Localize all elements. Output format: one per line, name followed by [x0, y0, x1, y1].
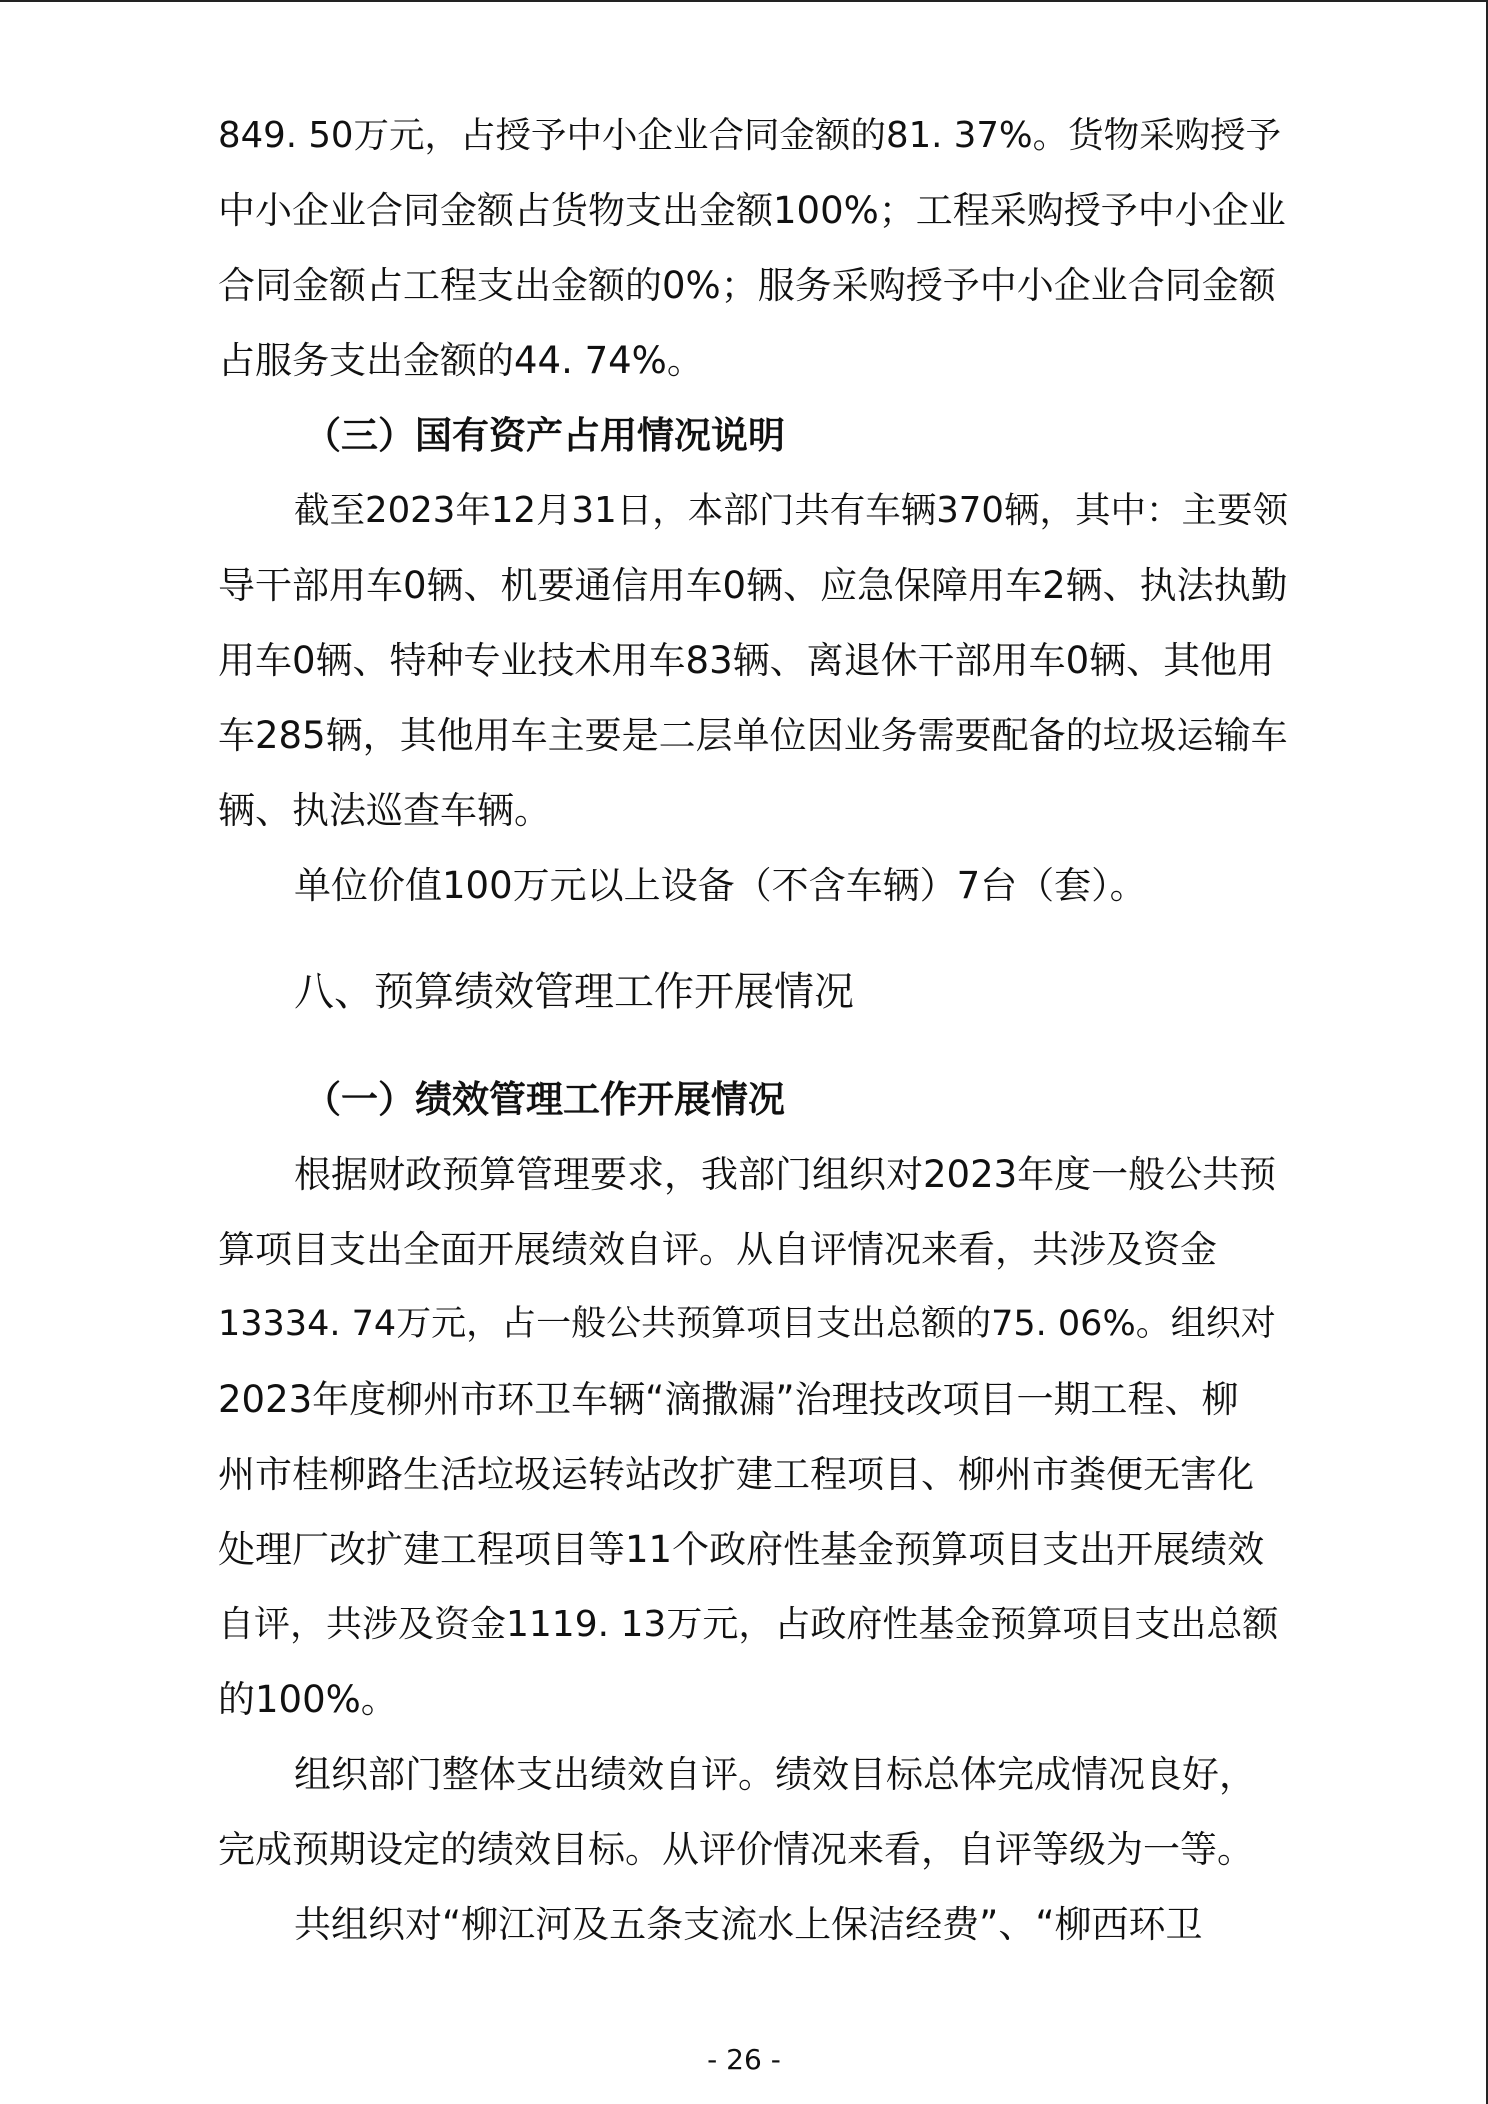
text-line: 车285辆，其他用车主要是二层单位因业务需要配备的垃圾运输车 — [218, 714, 1288, 757]
text-line: 根据财政预算管理要求，我部门组织对2023年度一般公共预 — [294, 1153, 1277, 1196]
text-line: 849. 50万元，占授予中小企业合同金额的81. 37%。货物采购授予 — [218, 115, 1282, 156]
text-line: 中小企业合同金额占货物支出金额100%；工程采购授予中小企业 — [218, 189, 1286, 232]
text-line: 占服务支出金额的44. 74%。 — [218, 339, 704, 382]
text-line: 合同金额占工程支出金额的0%；服务采购授予中小企业合同金额 — [218, 264, 1276, 307]
text-line: 2023年度柳州市环卫车辆“滴撒漏”治理技改项目一期工程、柳 — [218, 1378, 1239, 1421]
text-line: 辆、执法巡查车辆。 — [218, 789, 551, 832]
page-border-top — [0, 0, 1488, 2]
performance-paragraph — [218, 1137, 1288, 1737]
page-number: - 26 - — [707, 2043, 781, 2076]
document-body — [218, 98, 1288, 1962]
text-line: 的100%。 — [218, 1678, 398, 1721]
text-line: 截至2023年12月31日，本部门共有车辆370辆，其中：主要领 — [294, 490, 1288, 531]
text-line: 导干部用车0辆、机要通信用车0辆、应急保障用车2辆、执法执勤 — [218, 564, 1288, 607]
section-8-1-heading: （一）绩效管理工作开展情况 — [304, 1078, 785, 1121]
equipment-line: 单位价值100万元以上设备（不含车辆）7台（套）。 — [294, 864, 1147, 907]
text-line-last: 共组织对“柳江河及五条支流水上保洁经费”、“柳西环卫 — [294, 1903, 1203, 1946]
section-8-heading: 八、预算绩效管理工作开展情况 — [294, 969, 854, 1015]
text-line: 算项目支出全面开展绩效自评。从自评情况来看，共涉及资金 — [218, 1228, 1217, 1271]
text-line: 州市桂柳路生活垃圾运转站改扩建工程项目、柳州市粪便无害化 — [218, 1453, 1254, 1496]
text-line: 处理厂改扩建工程项目等11个政府性基金预算项目支出开展绩效 — [218, 1528, 1265, 1571]
text-line: 组织部门整体支出绩效自评。绩效目标总体完成情况良好， — [294, 1753, 1256, 1796]
text-line: 13334. 74万元，占一般公共预算项目支出总额的75. 06%。组织对 — [218, 1304, 1276, 1344]
text-line: 用车0辆、特种专业技术用车83辆、离退休干部用车0辆、其他用 — [218, 639, 1275, 682]
overall-paragraph — [218, 1737, 1288, 1887]
text-line: 自评，共涉及资金1119. 13万元，占政府性基金预算项目支出总额 — [218, 1604, 1279, 1645]
text-line: 完成预期设定的绩效目标。从评价情况来看，自评等级为一等。 — [218, 1828, 1254, 1871]
section-3-heading: （三）国有资产占用情况说明 — [304, 414, 785, 457]
procurement-paragraph — [218, 98, 1288, 398]
vehicles-paragraph — [218, 473, 1288, 848]
